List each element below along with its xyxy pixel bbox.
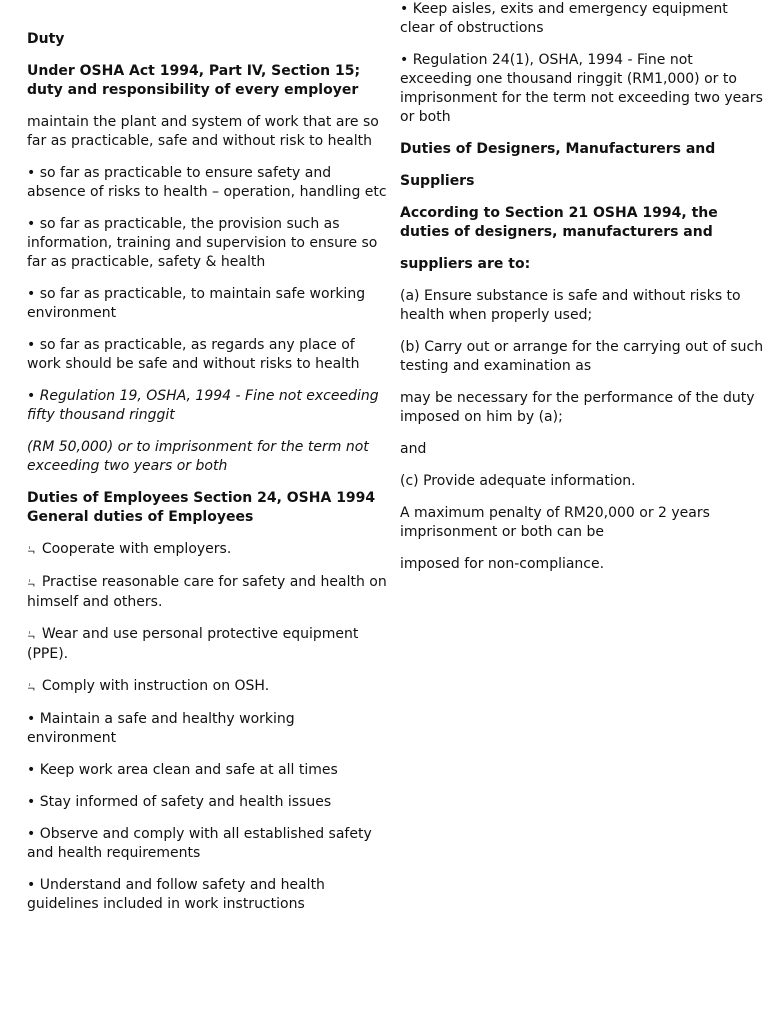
bullet-clean-work-area: • Keep work area clean and safe at all times [27,762,338,778]
bullet-provision-training: • so far as practicable, the provision such as information, training and supervision to ensure so far as practicable, safety & health [27,216,378,270]
heading-section-21: According to Section 21 OSHA 1994, the duties of designers, manufacturers and [400,205,718,240]
not-sign-icon: ¬ٰ [27,684,36,695]
conjunction-and: and [400,441,427,457]
bullet-working-environment: • so far as practicable, to maintain safe working environment [27,286,366,321]
employee-duty-text: Wear and use personal protective equipment (PPE). [27,626,359,662]
employee-duty-text: Practise reasonable care for safety and health on himself and others. [27,574,387,610]
not-sign-icon: ¬ٰ [27,632,36,643]
duty-c-information: (c) Provide adequate information. [400,473,636,489]
employee-duty-cooperate [27,540,387,560]
not-sign-icon: ¬ٰ [27,580,36,591]
bullet-follow-guidelines: • Understand and follow safety and health guidelines included in work instructions [27,877,325,912]
employee-duty-text: Comply with instruction on OSH. [41,678,270,694]
regulation-19-fine: • Regulation 19, OSHA, 1994 - Fine not exceeding fifty thousand ringgit [27,388,379,423]
heading-employer-duty: Under OSHA Act 1994, Part IV, Section 15; duty and responsibility of every employer [27,63,361,98]
penalty-statement: A maximum penalty of RM20,000 or 2 years imprisonment or both can be [400,505,710,540]
employee-duty-ppe [27,625,387,664]
bullet-observe-requirements: • Observe and comply with all established safety and health requirements [27,826,372,861]
bullet-stay-informed: • Stay informed of safety and health issues [27,794,332,810]
bullet-place-of-work: • so far as practicable, as regards any place of work should be safe and without risks to health [27,337,360,372]
bullet-keep-aisles-clear: • Keep aisles, exits and emergency equipment clear of obstructions [400,1,728,36]
heading-designers: Duties of Designers, Manufacturers and [400,141,716,157]
heading-suppliers: Suppliers [400,173,475,189]
heading-suppliers-are-to: suppliers are to: [400,256,531,272]
employee-duty-comply [27,677,387,697]
not-sign-icon: ¬ٰ [27,547,36,558]
right-column [400,0,766,587]
paragraph-maintain-plant: maintain the plant and system of work that are so far as practicable, safe and without risk to health [27,114,379,149]
left-column [27,0,387,927]
duty-b-testing: (b) Carry out or arrange for the carrying out of such testing and examination as [400,339,764,374]
bullet-absence-of-risks: • so far as practicable to ensure safety and absence of risks to health – operation, handling etc [27,165,387,200]
duty-b-continued: may be necessary for the performance of the duty imposed on him by (a); [400,390,755,425]
employee-duty-text: Cooperate with employers. [41,541,232,557]
regulation-24-fine: • Regulation 24(1), OSHA, 1994 - Fine not exceeding one thousand ringgit (RM1,000) or to imprisonment for the term not exceeding two years or both [400,52,763,125]
employee-duty-care [27,573,387,612]
duty-a-safe-substance: (a) Ensure substance is safe and without risks to health when properly used; [400,288,741,323]
heading-employee-duties: Duties of Employees Section 24, OSHA 1994 General duties of Employees [27,490,376,525]
regulation-19-imprisonment: (RM 50,000) or to imprisonment for the term not exceeding two years or both [27,439,369,474]
penalty-statement-continued: imposed for non-compliance. [400,556,605,572]
bullet-healthy-environment: • Maintain a safe and healthy working environment [27,711,295,746]
heading-duty: Duty [27,31,65,47]
